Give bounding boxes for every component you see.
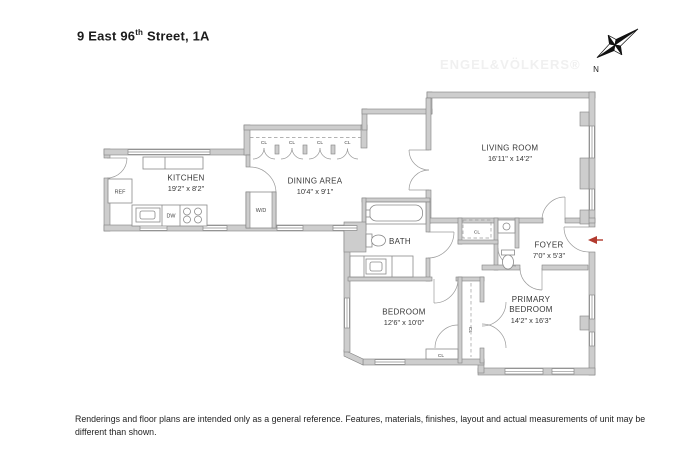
kitchen-label: KITCHEN — [167, 173, 205, 183]
powder-sink — [498, 220, 515, 233]
cl-label: CL — [473, 230, 481, 236]
bath-sink — [366, 259, 386, 274]
toilet-bowl — [503, 255, 514, 269]
cl-label: CL — [344, 141, 351, 146]
bedroom-dims: 12'6" x 10'0" — [383, 318, 425, 327]
bedroom-label: BEDROOM — [382, 307, 426, 317]
room-kitchen — [167, 174, 204, 194]
room-foyer — [533, 241, 566, 261]
primary-label-line2: BEDROOM — [509, 305, 553, 314]
shower-fixture — [366, 210, 370, 217]
room-bath — [389, 237, 411, 246]
living-dims: 16'11" x 14'2" — [487, 154, 533, 163]
cl-label: CL — [467, 326, 472, 334]
wd-label: W/D — [255, 208, 267, 214]
cl-label: CL — [316, 141, 324, 146]
dining-label: DINING AREA — [287, 176, 343, 186]
dw-label: DW — [166, 213, 176, 220]
living-label: LIVING ROOM — [481, 143, 539, 153]
powder-fixtures — [498, 220, 515, 269]
cl-label: CL — [260, 141, 268, 146]
primary-dims: 14'2" x 16'3" — [510, 316, 552, 325]
kitchen-dims: 19'2" x 8'2" — [167, 184, 205, 193]
walls — [104, 92, 595, 375]
entrance-arrow-icon — [588, 236, 603, 244]
room-living — [482, 144, 539, 164]
foyer-dims: 7'0" x 5'3" — [532, 251, 566, 260]
toilet-bowl — [372, 235, 386, 246]
page-title: 9 East 96th Street, 1A — [77, 28, 210, 44]
foyer-label: FOYER — [534, 240, 564, 250]
cl-label: CL — [288, 141, 296, 146]
bath-label: BATH — [389, 237, 411, 246]
room-bedroom — [382, 308, 425, 328]
cl-label: CL — [437, 354, 445, 359]
disclaimer-text: Renderings and floor plans are intended only as a general reference. Features, materials, finishes, layout and actual measurements of unit may be different than shown. — [75, 414, 646, 438]
primary-label-line1: PRIMARY — [511, 295, 551, 304]
toilet-tank — [502, 250, 515, 255]
dining-dims: 10'4" x 9'1" — [296, 187, 334, 196]
brand-watermark: ENGEL&VÖLKERS® — [440, 57, 581, 72]
compass-north-label: N — [593, 65, 599, 74]
compass-rose — [590, 19, 645, 67]
room-dining — [288, 177, 343, 197]
room-primary — [509, 295, 552, 325]
ref-label: REF — [114, 189, 126, 196]
